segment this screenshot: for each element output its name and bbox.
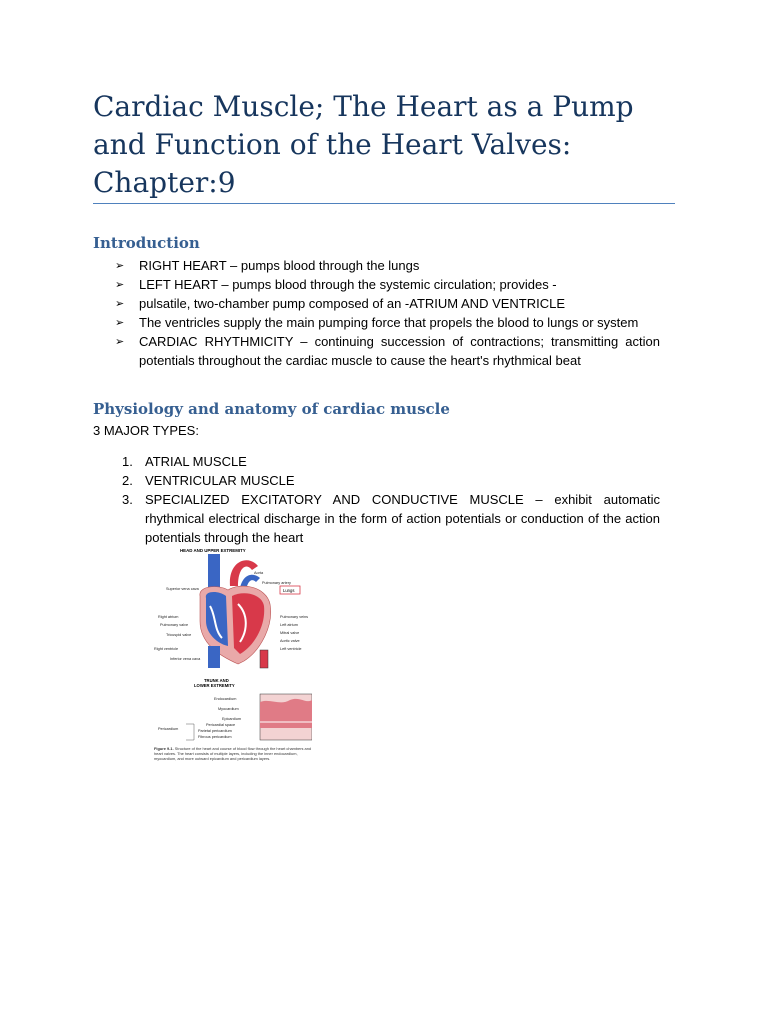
bullet-text: LEFT HEART – pumps blood through the systemic circulation; provides -: [139, 277, 557, 292]
label-myocardium: Myocardium: [218, 707, 239, 711]
muscle-types-list: [120, 452, 660, 547]
label-superior-vena-cava: Superior vena cava: [166, 587, 199, 591]
label-tricuspid-valve: Tricuspid valve: [166, 633, 192, 637]
label-inferior-vena-cava: Inferior vena cava: [170, 657, 201, 661]
bullet-text: RIGHT HEART – pumps blood through the lungs: [139, 258, 420, 273]
list-item: [120, 452, 660, 471]
arrow-bullet-icon: ➢: [115, 297, 125, 310]
physiology-heading: Physiology and anatomy of cardiac muscle: [93, 400, 450, 418]
item-number: 1.: [122, 454, 133, 469]
heart-structure-figure: [148, 546, 312, 778]
list-item: [115, 294, 660, 313]
label-left-atrium: Left atrium: [280, 623, 298, 627]
label-mitral-valve: Mitral valve: [280, 631, 300, 635]
label-fibrous-pericardium: Fibrous pericardium: [198, 735, 232, 739]
label-pericardial-space: Pericardial space: [206, 723, 236, 727]
list-item: [115, 313, 660, 332]
title-line-1: Cardiac Muscle; The Heart as a Pump: [93, 90, 634, 123]
introduction-heading: Introduction: [93, 234, 200, 252]
inferior-vena-cava-shape: [208, 646, 220, 668]
arrow-bullet-icon: ➢: [115, 278, 125, 291]
myocardium-layer-shape: [260, 699, 312, 728]
item-number: 2.: [122, 473, 133, 488]
label-endocardium: Endocardium: [214, 697, 237, 701]
arrow-bullet-icon: ➢: [115, 316, 125, 329]
figure-caption-wrapper: [154, 746, 312, 778]
label-aorta: Aorta: [254, 571, 264, 575]
figure-label-top: HEAD AND UPPER EXTREMITY: [180, 548, 246, 553]
label-pulmonary-veins: Pulmonary veins: [280, 615, 309, 619]
list-item: [120, 471, 660, 490]
figure-caption-text: Structure of the heart and course of blood flow through the heart chambers and heart valves. The heart consists of multiple layers, including the inner endocardium, myocardium, and more outward epicardium and pericardium layers.: [154, 746, 312, 761]
descending-aorta-shape: [260, 650, 268, 668]
arrow-bullet-icon: ➢: [115, 335, 125, 348]
label-right-ventricle: Right ventricle: [154, 647, 179, 651]
list-item: [115, 332, 660, 370]
figure-caption: [154, 746, 312, 761]
list-item: [115, 275, 660, 294]
title-divider: [93, 203, 675, 204]
arrow-bullet-icon: ➢: [115, 259, 125, 272]
bullet-text: CARDIAC RHYTHMICITY – continuing succession of contractions; transmitting action potentials throughout the cardiac muscle to cause the heart's rhythmical beat: [139, 334, 660, 368]
item-text: VENTRICULAR MUSCLE: [145, 473, 295, 488]
label-left-ventricle: Left ventricle: [280, 647, 302, 651]
item-text: ATRIAL MUSCLE: [145, 454, 247, 469]
item-text: SPECIALIZED EXCITATORY AND CONDUCTIVE MUSCLE – exhibit automatic rhythmical electrical discharge in the form of action potentials or conduction of the action potentials through the heart: [145, 492, 660, 545]
label-right-atrium: Right atrium: [158, 615, 179, 619]
label-epicardium: Epicardium: [222, 717, 241, 721]
figure-caption-label: Figure 9-1.: [154, 746, 174, 751]
page-title: [93, 88, 693, 202]
types-subheading: 3 MAJOR TYPES:: [93, 423, 199, 438]
label-lungs: Lungs: [283, 588, 295, 593]
figure-label-bottom-2: LOWER EXTREMITY: [194, 683, 235, 688]
label-pulmonary-artery: Pulmonary artery: [262, 581, 291, 585]
bullet-text: pulsatile, two-chamber pump composed of an -ATRIUM AND VENTRICLE: [139, 296, 566, 311]
list-item: [115, 256, 660, 275]
label-pulmonary-valve: Pulmonary valve: [160, 623, 189, 627]
label-aortic-valve: Aortic valve: [280, 639, 300, 643]
bullet-text: The ventricles supply the main pumping force that propels the blood to lungs or system: [139, 315, 639, 330]
title-line-2: and Function of the Heart Valves:: [93, 128, 572, 161]
title-line-3: Chapter:9: [93, 166, 236, 199]
item-number: 3.: [122, 492, 133, 507]
list-item: [120, 490, 660, 547]
label-pericardium: Pericardium: [158, 727, 179, 731]
introduction-bullet-list: [115, 256, 660, 370]
figure-label-bottom-1: TRUNK AND: [204, 678, 229, 683]
label-parietal-pericardium: Parietal pericardium: [198, 729, 232, 733]
